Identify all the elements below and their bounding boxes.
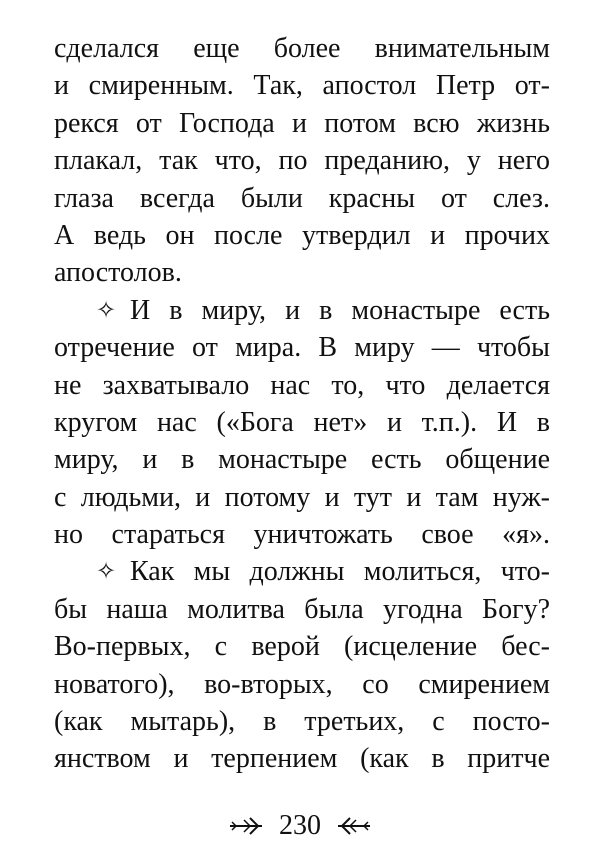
ornament-right-icon [336,808,372,848]
paragraph-first-line [54,292,550,329]
diamond-star-icon: ✧ [96,559,117,586]
page-number: 230 [279,810,321,841]
paragraph-2 [54,292,550,554]
text-line: и смиренным. Так, апостол Петр от- [54,70,550,102]
text-line: Во-первых, с верой (исцеление бес- [54,631,550,663]
text-line: сделался еще более внимательным [54,33,550,64]
text-line: бы наша молитва была угодна Богу? [54,593,550,625]
text-line: глаза всегда были красны от слез. [54,182,550,214]
paragraph-first-line [54,553,550,590]
text-line: плакал, так что, по преданию, у него [54,145,550,177]
text-line: кругом нас («Бога нет» и т.п.). И в [54,406,550,438]
page-body [54,30,550,778]
text-line: рекся от Господа и потом всю жизнь [54,107,550,139]
page-footer [0,806,600,848]
text-line: но стараться уничтожать свое «я». [54,519,550,551]
ornament-left-icon [228,808,264,848]
text-line: Как мы должны молиться, что- [130,556,550,588]
text-line: с людьми, и потому и тут и там нуж- [54,481,550,513]
text-line: (как мытарь), в третьих, с посто- [54,706,550,738]
paragraph-1 [54,30,550,292]
paragraph-3 [54,553,550,777]
text-line: новатого), во-вторых, со смирением [54,668,550,700]
text-line: не захватывало нас то, что делается [54,369,550,401]
text-line: янством и терпением (как в притче [54,743,550,775]
text-line: апостолов. [54,257,182,289]
text-line: отречение от мира. В миру — чтобы [54,332,550,364]
text-line: А ведь он после утвердил и прочих [54,219,550,251]
text-line: И в миру, и в монастыре есть [130,294,550,326]
text-line: миру, и в монастыре есть общение [54,444,550,476]
diamond-star-icon: ✧ [96,297,117,324]
